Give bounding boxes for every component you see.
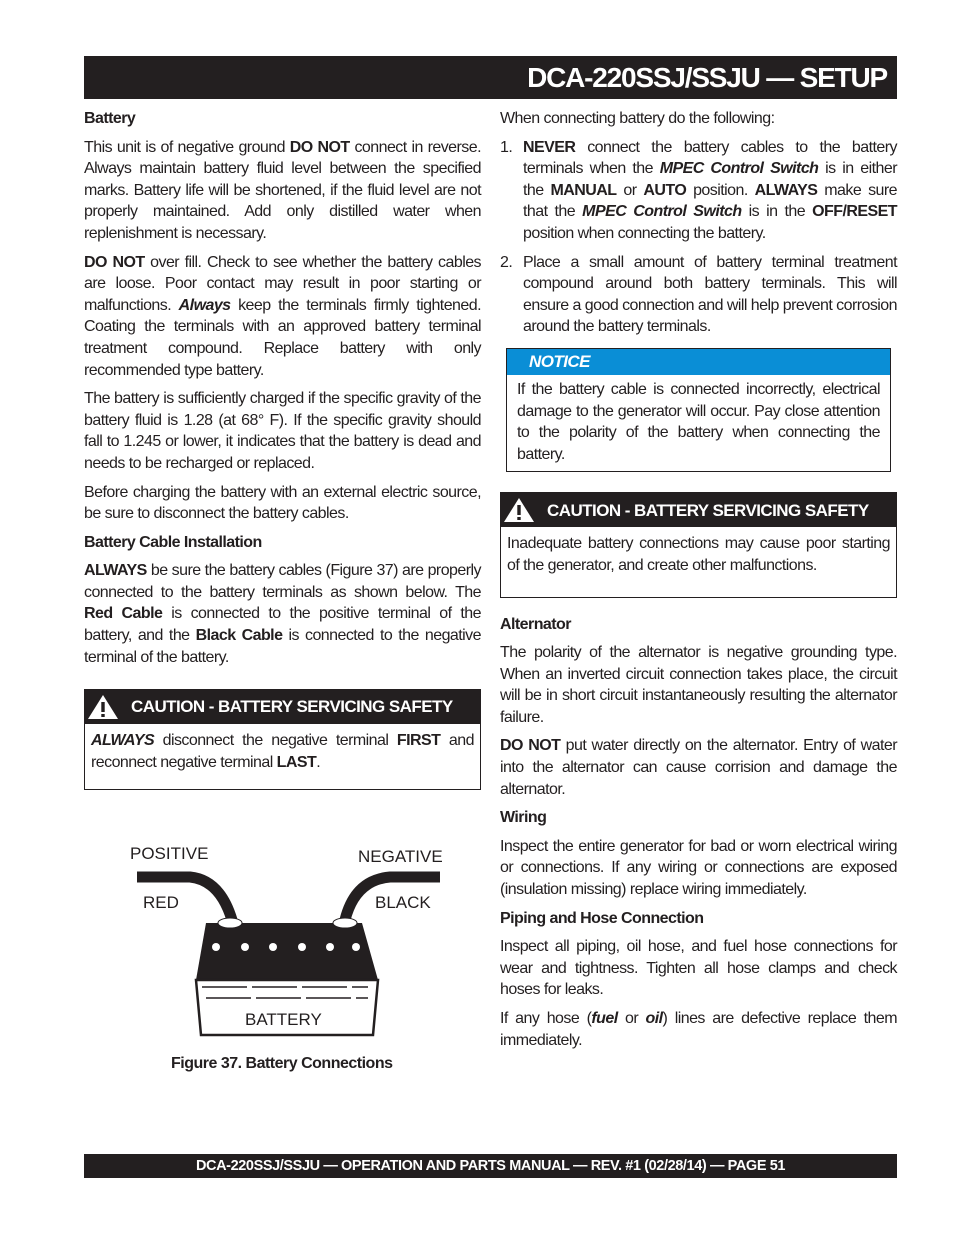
cable-installation-heading: Battery Cable Installation xyxy=(84,533,262,551)
notice-body: If the battery cable is connected incorrectly, electrical damage to the generator will occur. Pay close attention to the polarity of the battery when connecting the battery. xyxy=(517,380,880,463)
text-run: Black Cable xyxy=(195,627,283,645)
alternator-section xyxy=(500,642,897,800)
notice-box xyxy=(506,348,891,472)
text-run: make sure that the xyxy=(523,181,897,221)
notice-title: NOTICE xyxy=(507,349,890,375)
label-battery: BATTERY xyxy=(245,1010,322,1029)
text-run: Before charging the battery with an external electric source, be sure to disconnect the battery cables. xyxy=(84,483,481,523)
page-header xyxy=(84,56,897,99)
text-run: is in the xyxy=(741,203,813,221)
label-red: RED xyxy=(143,893,179,912)
text-run: DO NOT xyxy=(289,138,350,156)
text-run: is connected to the negative terminal of the battery. xyxy=(84,627,481,666)
cable-installation-section xyxy=(84,560,481,668)
text-run: connect in reverse. Always maintain battery fluid level between the specified marks. Battery life will be shortened, if the fluid level are not properly maintained. Add only distilled water when replenishment is necessary. xyxy=(84,138,482,242)
piping-heading: Piping and Hose Connection xyxy=(500,909,704,927)
step-text xyxy=(523,254,897,336)
step-text xyxy=(523,139,897,242)
text-run: Always xyxy=(178,296,231,314)
wiring-heading: Wiring xyxy=(500,809,547,827)
text-run: FIRST xyxy=(396,732,441,750)
text-run: NEVER xyxy=(523,138,576,156)
paragraph xyxy=(500,836,897,901)
text-run: disconnect the negative terminal xyxy=(154,732,397,750)
battery-connections-figure xyxy=(100,835,470,1050)
warning-triangle-icon xyxy=(85,694,121,720)
text-run: or xyxy=(616,181,644,199)
page-footer: DCA-220SSJ/SSJU — OPERATION AND PARTS MANUAL — REV. #1 (02/28/14) — PAGE 51 xyxy=(84,1154,897,1178)
text-run: If any hose ( xyxy=(500,1010,592,1027)
text-run: The polarity of the alternator is negative grounding type. When an inverted circuit connection takes place, the circuit will be in short circuit instantaneously resulting the alternator failure. xyxy=(500,644,897,726)
text-run: DO NOT xyxy=(84,253,145,271)
wiring-section xyxy=(500,836,897,901)
text-run: be sure the battery cables (Figure 37) are properly connected to the battery terminals as shown below. The xyxy=(84,562,481,601)
text-run: fuel xyxy=(591,1010,618,1027)
paragraph xyxy=(84,137,481,245)
label-negative: NEGATIVE xyxy=(358,847,443,866)
text-run: LAST xyxy=(276,753,317,771)
caution-title: CAUTION - BATTERY SERVICING SAFETY xyxy=(131,697,453,717)
text-run: Inspect all piping, oil hose, and fuel hose connections for wear and tightness. Tighten all hose clamps and check hoses for leaks. xyxy=(500,938,897,999)
connecting-intro: When connecting battery do the following: xyxy=(500,110,775,127)
paragraph xyxy=(84,252,481,382)
piping-section xyxy=(500,936,897,1051)
paragraph xyxy=(84,560,481,668)
text-run: connect the battery cables to the battery terminals when the xyxy=(523,138,897,178)
text-run: and reconnect negative terminal xyxy=(91,732,474,771)
connection-steps xyxy=(500,137,897,338)
text-run: oil xyxy=(645,1010,663,1027)
text-run: ALWAYS xyxy=(91,732,155,750)
text-run: OFF/RESET xyxy=(812,203,897,221)
warning-triangle-icon xyxy=(501,497,537,523)
text-run: Place a small amount of battery terminal treatment compound around both battery terminals. This will ensure a good connection and will help prevent corrosion around the battery terminals. xyxy=(523,253,897,336)
caution-body: Inadequate battery connections may cause poor starting of the generator, and create other malfunctions. xyxy=(507,535,890,574)
text-run: ) lines are defective replace them immediately. xyxy=(500,1010,897,1049)
paragraph xyxy=(84,482,481,525)
text-run: . xyxy=(316,753,321,771)
battery-section xyxy=(84,137,481,525)
text-run: DO NOT xyxy=(500,737,561,755)
text-run: over fill. Check to see whether the battery cables are loose. Poor contact may result in poor starting or malfunctions. xyxy=(84,253,482,314)
alternator-heading: Alternator xyxy=(500,615,571,633)
battery-heading: Battery xyxy=(84,110,136,127)
text-run: is connected to the positive terminal of the battery, and the xyxy=(84,605,481,645)
paragraph xyxy=(84,388,481,474)
battery-top xyxy=(196,923,378,980)
text-run: MANUAL xyxy=(550,181,617,199)
caution-body xyxy=(85,724,480,789)
label-positive: POSITIVE xyxy=(130,844,209,863)
step-2 xyxy=(500,252,897,338)
paragraph xyxy=(500,936,897,1001)
text-run: This unit is of negative ground xyxy=(84,138,290,156)
caution-title: CAUTION - BATTERY SERVICING SAFETY xyxy=(547,500,869,520)
text-run: or xyxy=(617,1010,646,1027)
step-number: 1. xyxy=(500,138,513,156)
left-column xyxy=(84,108,481,790)
text-run: is in either the xyxy=(523,160,897,199)
text-run: put water directly on the alternator. Entry of water into the alternator can cause corrision and damage the alternator. xyxy=(500,737,897,798)
paragraph xyxy=(500,1008,897,1051)
text-run: MPEC Control Switch xyxy=(659,160,819,178)
text-run: position. xyxy=(686,181,755,199)
paragraph xyxy=(500,735,897,800)
text-run: Inspect the entire generator for bad or worn electrical wiring or connections. If any wiring or connections are exposed (insulation missing) replace wiring immediately. xyxy=(500,837,897,899)
text-run: ALWAYS xyxy=(84,562,147,580)
step-number: 2. xyxy=(500,253,513,271)
figure-caption: Figure 37. Battery Connections xyxy=(171,1055,393,1072)
step-1 xyxy=(500,137,897,245)
text-run: ALWAYS xyxy=(754,181,818,199)
caution-box-left xyxy=(84,689,481,790)
right-column xyxy=(500,108,897,1058)
label-black: BLACK xyxy=(375,893,431,912)
text-run: AUTO xyxy=(643,181,687,199)
text-run: position when connecting the battery. xyxy=(523,224,766,242)
paragraph xyxy=(500,642,897,728)
caution-box-right xyxy=(500,492,897,597)
text-run: MPEC Control Switch xyxy=(582,203,742,221)
text-run: Red Cable xyxy=(84,605,163,623)
text-run: keep the terminals firmly tightened. Coating the terminals with an approved battery terminal treatment compound. Replace battery with only recommended type battery. xyxy=(84,296,481,379)
page-title: DCA-220SSJ/SSJU — SETUP xyxy=(527,62,887,93)
text-run: The battery is sufficiently charged if the specific gravity of the battery fluid is 1.28 (at 68° F). If the specific gravity should fall to 1.245 or lower, it indicates that the battery is dead and needs to be recharged or replaced. xyxy=(84,390,481,472)
